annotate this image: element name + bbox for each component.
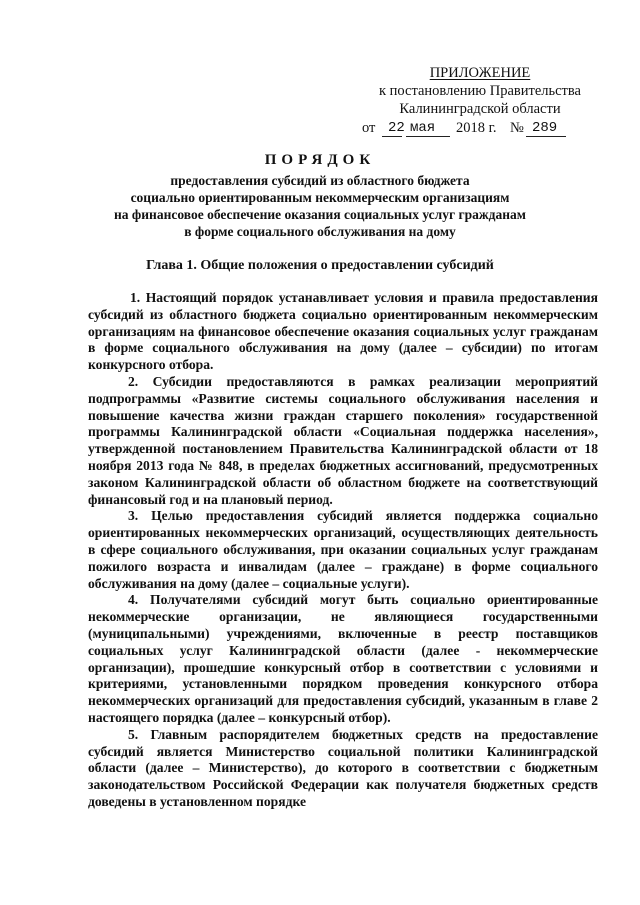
chapter-heading: Глава 1. Общие положения о предоставлении субсидий [146,258,494,273]
annex-line-1: к постановлению Правительства [379,83,581,99]
date-day: 22 [388,120,405,136]
paragraph-4: 4. Получателями субсидий могут быть социально ориентированные некоммерческие организации, не являющиеся государственными (муниципальными) учреждениями, включенные в реестр поставщиков социальных услуг Калининградской области (далее - некоммерческие организации), прошедшие конкурсный отбор в соответствии с условиями и критериями, установленными порядком проведения конкурсного отбора некоммерческих организаций для предоставления субсидий, указанным в главе 2 настоящего порядка (далее – конкурсный отбор). [88,592,598,725]
date-month: мая [410,120,436,136]
document-title: ПОРЯДОК [264,152,376,168]
annex-block [360,64,600,138]
day-underline [382,136,402,137]
annex-heading: ПРИЛОЖЕНИЕ [429,65,531,81]
document-subtitle [80,172,560,240]
annex-line-2: Калининградской области [399,101,561,117]
paragraph-5: 5. Главным распорядителем бюджетных средств на предоставление субсидий является Министерство социальной политики Калининградской области (далее – Министерство), до которого в соответствии с бюджетным законодательством Российской Федерации как получателя бюджетных средств доведены в установленном порядке [88,726,598,809]
paragraph-1: 1. Настоящий порядок устанавливает условия и правила предоставления субсидий из областного бюджета социально ориентированным некоммерческим организациям на финансовое обеспечение оказания социальных услуг гражданам в форме социального обслуживания на дому (далее – субсидии) по итогам конкурсного отбора. [88,290,598,373]
document-body [88,290,598,811]
subtitle-line-1: предоставления субсидий из областного бюджета [170,173,470,188]
paragraph-3: 3. Целью предоставления субсидий является поддержка социально ориентированных некоммерческих организаций, осуществляющих деятельность в сфере социального обслуживания, при оказании социальных услуг гражданам пожилого возраста и инвалидам (далее – граждане) в форме социального обслуживания на дому (далее – социальные услуги). [88,508,598,591]
number-underline [526,136,566,137]
subtitle-line-3: на финансовое обеспечение оказания социальных услуг гражданам [114,207,526,222]
subtitle-line-4: в форме социального обслуживания на дому [184,224,456,239]
month-underline [406,136,450,137]
date-prefix: от [362,120,376,136]
subtitle-line-2: социально ориентированным некоммерческим организациям [130,190,510,205]
paragraph-2: 2. Субсидии предоставляются в рамках реализации мероприятий подпрограммы «Развитие системы социального обслуживания населения и повышение качества жизни граждан старшего поколения» государственной программы Калининградской области «Социальная поддержка населения», утвержденной постановлением Правительства Калининградской области от 18 ноября 2013 года № 848, в пределах бюджетных ассигнований, предусмотренных законом Калининградской области об областном бюджете на соответствующий финансовый год и на плановый период. [88,373,598,507]
date-year: 2018 г. [456,120,497,136]
document-number: 289 [532,120,558,136]
number-sign: № [510,120,524,136]
annex-date-line [360,118,600,138]
